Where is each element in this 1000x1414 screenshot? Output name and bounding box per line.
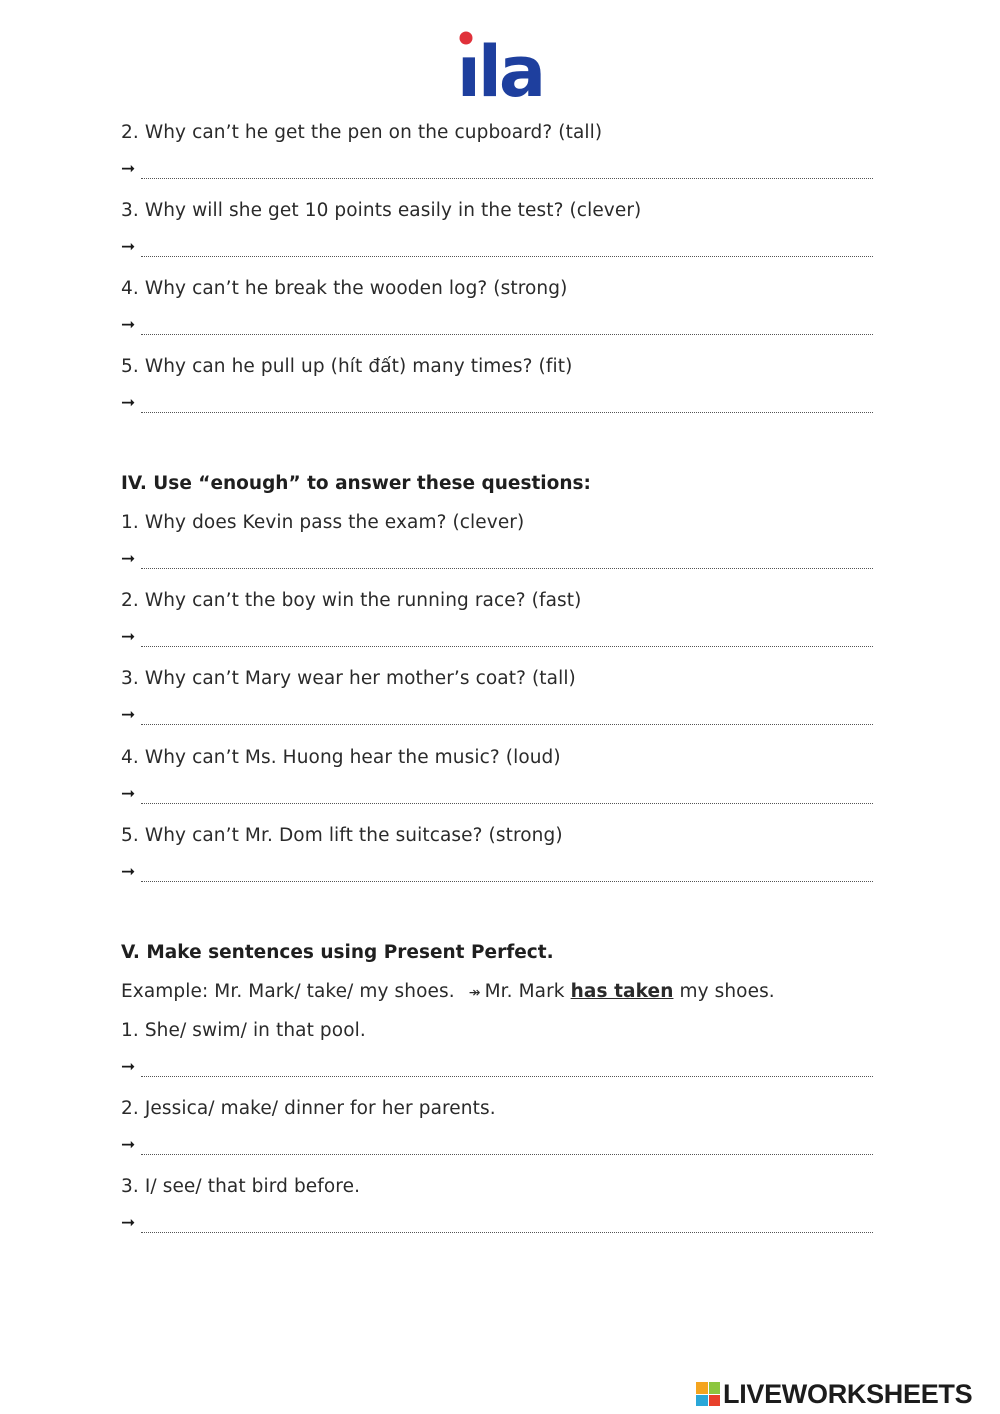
example-highlight: has taken <box>570 981 674 1002</box>
question-3-2: 2. Why can’t he get the pen on the cupboard? (tall) <box>121 122 603 143</box>
answer-line[interactable] <box>121 784 873 806</box>
question-5-2: 2. Jessica/ make/ dinner for her parents. <box>121 1098 496 1119</box>
example-sentence: Example: Mr. Mark/ take/ my shoes. ↠ Mr. Mark has taken my shoes. <box>121 981 775 1002</box>
arrow-icon: ➞ <box>121 393 136 413</box>
answer-line[interactable] <box>121 1135 873 1157</box>
arrow-icon: ➞ <box>121 784 136 804</box>
question-5-1: 1. She/ swim/ in that pool. <box>121 1020 366 1041</box>
answer-line[interactable] <box>121 862 873 884</box>
question-4-2: 2. Why can’t the boy win the running race? (fast) <box>121 590 582 611</box>
question-4-4: 4. Why can’t Ms. Huong hear the music? (loud) <box>121 747 561 768</box>
arrow-icon: ➞ <box>121 627 136 647</box>
answer-line[interactable] <box>121 393 873 415</box>
arrow-icon: ➞ <box>121 159 136 179</box>
arrow-icon: ➞ <box>121 315 136 335</box>
arrow-icon: ➞ <box>121 1213 136 1233</box>
question-4-5: 5. Why can’t Mr. Dom lift the suitcase? (strong) <box>121 825 563 846</box>
answer-line[interactable] <box>121 315 873 337</box>
section-5-heading: V. Make sentences using Present Perfect. <box>121 942 554 963</box>
ila-logo <box>455 30 545 100</box>
arrow-icon: ➞ <box>121 705 136 725</box>
question-3-5: 5. Why can he pull up (hít đất) many times? (fit) <box>121 356 573 377</box>
arrow-icon: ➞ <box>121 862 136 882</box>
arrow-icon: ➞ <box>121 1135 136 1155</box>
question-4-3: 3. Why can’t Mary wear her mother’s coat? (tall) <box>121 668 576 689</box>
arrow-icon: ➞ <box>121 549 136 569</box>
answer-line[interactable] <box>121 237 873 259</box>
answer-line[interactable] <box>121 705 873 727</box>
answer-line[interactable] <box>121 549 873 571</box>
double-arrow-icon: ↠ <box>468 985 481 1001</box>
question-3-3: 3. Why will she get 10 points easily in the test? (clever) <box>121 200 642 221</box>
arrow-icon: ➞ <box>121 237 136 257</box>
question-3-4: 4. Why can’t he break the wooden log? (strong) <box>121 278 568 299</box>
liveworksheets-logo <box>696 1378 973 1409</box>
liveworksheets-mark-icon <box>696 1382 720 1406</box>
svg-text:ıla: ıla <box>456 31 544 100</box>
answer-line[interactable] <box>121 1213 873 1235</box>
answer-line[interactable] <box>121 159 873 181</box>
arrow-icon: ➞ <box>121 1057 136 1077</box>
liveworksheets-text: LIVEWORKSHEETS <box>723 1378 973 1409</box>
answer-line[interactable] <box>121 1057 873 1079</box>
answer-line[interactable] <box>121 627 873 649</box>
section-4-heading: IV. Use “enough” to answer these questions: <box>121 473 591 494</box>
question-5-3: 3. I/ see/ that bird before. <box>121 1176 361 1197</box>
question-4-1: 1. Why does Kevin pass the exam? (clever) <box>121 512 525 533</box>
